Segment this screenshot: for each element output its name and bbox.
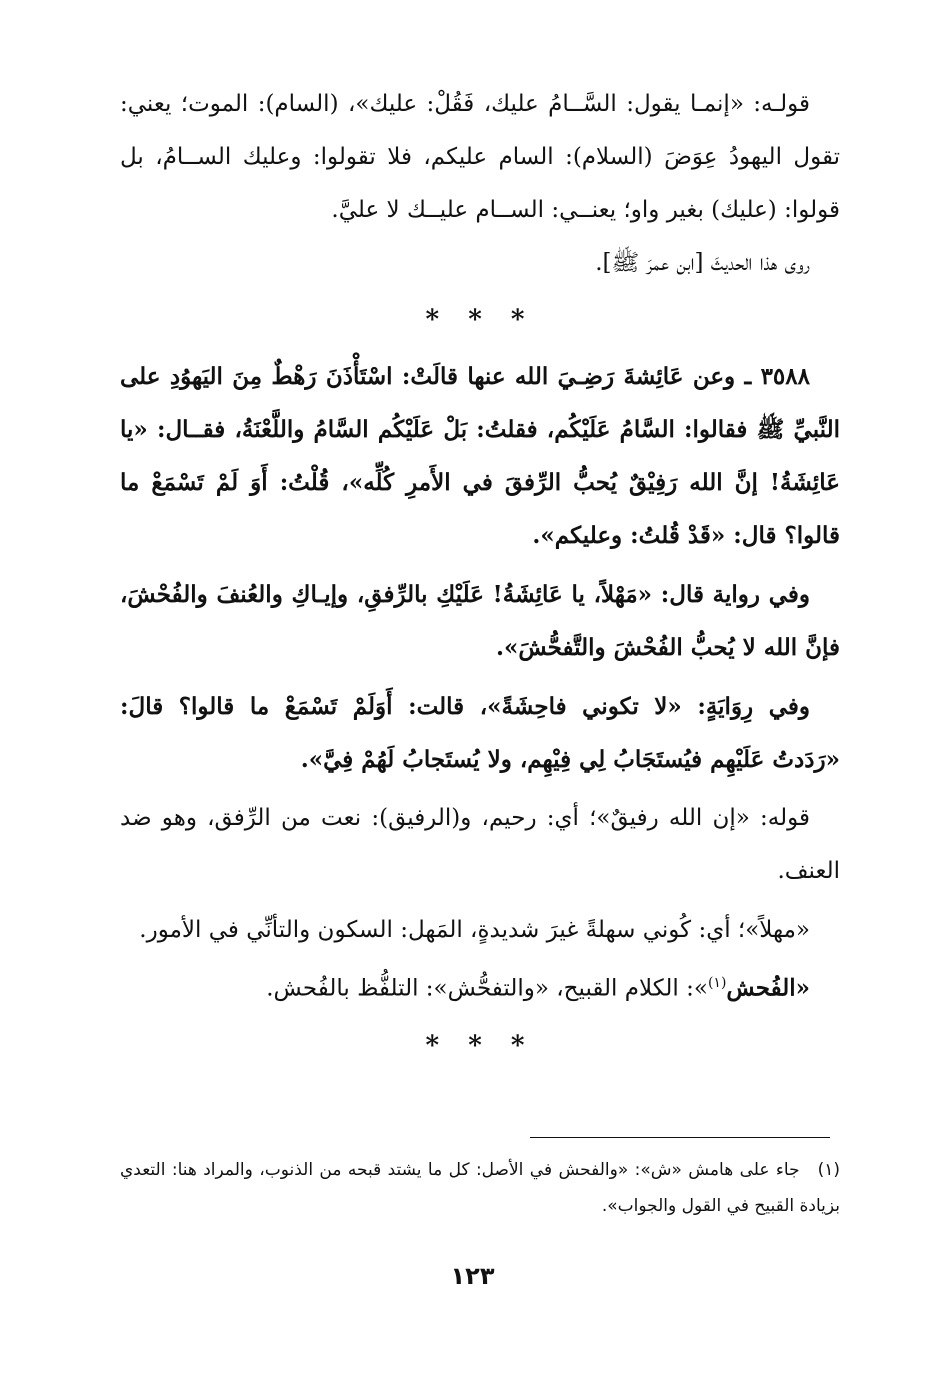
narrator-note: روى هذا الحديثَ [ابن عمرَ ﷺ].	[595, 250, 810, 276]
variant-narration-2: وفي رِوَايَةٍ: «لا تكوني فاحِشَةً»، قالت: أَوَلَمْ تَسْمَعْ ما قالوا؟ قالَ: «رَدَدتُ عَلَيْهِم فيُستَجَابُ لِي فِيْهِم، ولا يُستَجابُ لَهُمْ فِيَّ».	[120, 693, 840, 773]
commentary-rafiq: قوله: «إن الله رفيقٌ»؛ أي: رحيم، و(الرفيق): نعت من الرِّفق، وهو ضد العنف.	[120, 805, 840, 884]
fuhsh-term: «الفُحش	[726, 974, 810, 1002]
footnote-number: (١)	[817, 1160, 840, 1180]
variant-narration-1: وفي رواية قال: «مَهْلاً، يا عَائِشَةُ! عَلَيْكِ بالرِّفقِ، وإيـاكِ والعُنفَ والفُحْشَ، فإنَّ الله لا يُحبُّ الفُحْشَ والتَّفحُّشَ».	[120, 581, 840, 661]
commentary-mahlan: «مهلاً»؛ أي: كُوني سهلةً غيرَ شديدةٍ، المَهل: السكون والتأنِّي في الأمور.	[139, 917, 810, 943]
commentary-paragraph-1: قولـه: «إنمـا يقول: السَّــامُ عليك، فَقُلْ: عليك»، (السام): الموت؛ يعني: تقول اليهودُ عِوَضَ (السلام): السام عليكم، فلا تقولوا: وعليك الســامُ، بل قولوا: (عليك) بغير واو؛ يعنــي: الســام عليــك لا عليَّ.	[120, 91, 840, 223]
page-body	[120, 78, 840, 1076]
footnote	[120, 1152, 840, 1224]
footnote-text: جاء على هامش «ش»: «والفحش في الأصل: كل ما يشتد قبحه من الذنوب، والمراد هنا: التعدي بزيادة القبيح في القول والجواب».	[120, 1160, 840, 1216]
fuhsh-definition: »: الكلام القبيح، «والتفحُّش»: التلفُّظ بالفُحش.	[266, 975, 708, 1002]
page-number: ١٢٣	[450, 1262, 495, 1290]
hadith-paragraph: ٣٥٨٨ ـ وعن عَائِشةَ رَضِـيَ الله عنها قالَتْ: اسْتَأْذَنَ رَهْطٌ مِنَ اليَهوُدِ على النَّبيِّ ﷺ فقالوا: السَّامُ عَلَيْكُم، فقلتُ: بَلْ عَلَيْكُم السَّامُ واللَّعْنَةُ، فقــال: «يا عَائِشَةُ! إنَّ الله رَفِيْقٌ يُحبُّ الرِّفقَ في الأَمرِ كُلِّه»، قُلْتُ: أَوَ لَمْ تَسْمَعْ ما قالوا؟ قال: «قَدْ قُلتُ: وعليكم».	[120, 363, 840, 549]
footnote-rule	[530, 1137, 830, 1138]
footnote-reference: (١)	[707, 975, 727, 991]
section-separator-2: * * *	[425, 1030, 535, 1061]
commentary-fuhsh	[120, 957, 840, 1016]
section-separator-1: * * *	[425, 305, 535, 335]
